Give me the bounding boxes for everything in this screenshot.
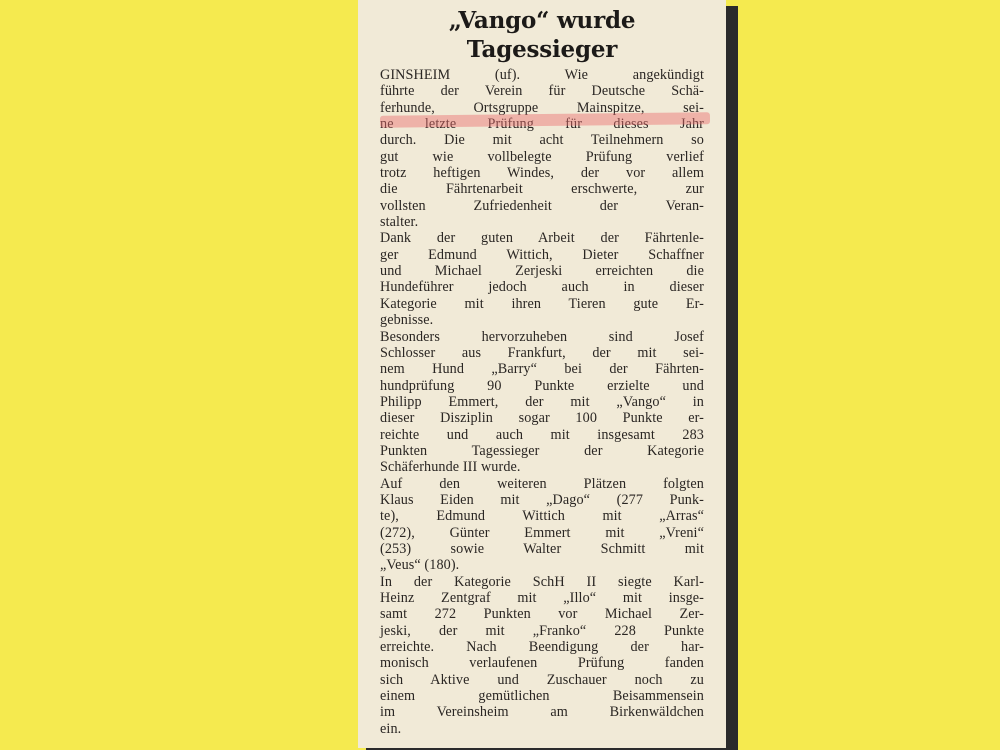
article-line: „Veus“ (180). bbox=[380, 557, 460, 574]
article-paragraph bbox=[380, 230, 704, 328]
article-line: Klaus Eiden mit „Dago“ (277 Punk- bbox=[380, 491, 704, 508]
article-line: GINSHEIM (uf). Wie angekündigt bbox=[380, 67, 704, 83]
article-line: durch. Die mit acht Teilnehmern so bbox=[380, 132, 704, 149]
article-line: Auf den weiteren Plätzen folgten bbox=[380, 475, 704, 492]
newspaper-clipping bbox=[358, 0, 726, 748]
article-line: jeski, der mit „Franko“ 228 Punkte bbox=[380, 622, 704, 639]
article-line: ger Edmund Wittich, Dieter Schaffner bbox=[380, 246, 704, 263]
article-line: hundprüfung 90 Punkte erzielte und bbox=[380, 377, 704, 394]
article-line: monisch verlaufenen Prüfung fanden bbox=[380, 655, 704, 672]
headline-line-1: „Vango“ wurde bbox=[448, 7, 636, 34]
article-line: Punkten Tagessieger der Kategorie bbox=[380, 442, 704, 459]
article-line: Hundeführer jedoch auch in dieser bbox=[380, 279, 704, 296]
article-line: vollsten Zufriedenheit der Veran- bbox=[380, 197, 704, 214]
article-line: Philipp Emmert, der mit „Vango“ in bbox=[380, 393, 704, 410]
article-line: trotz heftigen Windes, der vor allem bbox=[380, 165, 704, 182]
article-paragraph bbox=[380, 476, 704, 574]
article-line: stalter. bbox=[380, 214, 419, 231]
article-line: samt 272 Punkten vor Michael Zer- bbox=[380, 606, 704, 623]
article-line: und Michael Zerjeski erreichten die bbox=[380, 263, 704, 280]
article-line: nem Hund „Barry“ bei der Fährten- bbox=[380, 361, 704, 378]
article-line: im Vereinsheim am Birkenwäldchen bbox=[380, 704, 704, 721]
article-line: te), Edmund Wittich mit „Arras“ bbox=[380, 508, 704, 525]
headline-line-2: Tagessieger bbox=[466, 36, 618, 63]
article-line: In der Kategorie SchH II siegte Karl- bbox=[380, 573, 704, 590]
article-line: einem gemütlichen Beisammensein bbox=[380, 688, 704, 705]
article-line: gut wie vollbelegte Prüfung verlief bbox=[380, 148, 704, 165]
article-body bbox=[380, 67, 704, 737]
article-line: (253) sowie Walter Schmitt mit bbox=[380, 540, 704, 557]
article-line: ferhunde, Ortsgruppe Mainspitze, sei- bbox=[380, 99, 704, 116]
article-line: dieser Disziplin sogar 100 Punkte er- bbox=[380, 410, 704, 427]
article-paragraph bbox=[380, 329, 704, 476]
article-line: Schlosser aus Frankfurt, der mit sei- bbox=[380, 344, 704, 361]
article-line: sich Aktive und Zuschauer noch zu bbox=[380, 671, 704, 688]
article-line: die Fährtenarbeit erschwerte, zur bbox=[380, 181, 704, 198]
article-line: (272), Günter Emmert mit „Vreni“ bbox=[380, 524, 704, 541]
article-line: erreichte. Nach Beendigung der har- bbox=[380, 639, 704, 656]
article-line: Schäferhunde III wurde. bbox=[380, 459, 521, 476]
article-line: gebnisse. bbox=[380, 312, 434, 329]
article-line: Heinz Zentgraf mit „Illo“ mit insge- bbox=[380, 590, 704, 606]
article-line: ein. bbox=[380, 720, 402, 737]
article-line: Dank der guten Arbeit der Fährtenle- bbox=[380, 230, 704, 247]
article-line: Besonders hervorzuheben sind Josef bbox=[380, 328, 704, 345]
article-line: ne letzte Prüfung für dieses Jahr bbox=[380, 116, 704, 133]
article-paragraph bbox=[380, 67, 704, 230]
article-paragraph bbox=[380, 574, 704, 737]
article-line: reichte und auch mit insgesamt 283 bbox=[380, 426, 704, 443]
headline bbox=[380, 6, 704, 64]
article-line: führte der Verein für Deutsche Schä- bbox=[380, 83, 704, 100]
article-line: Kategorie mit ihren Tieren gute Er- bbox=[380, 295, 704, 312]
